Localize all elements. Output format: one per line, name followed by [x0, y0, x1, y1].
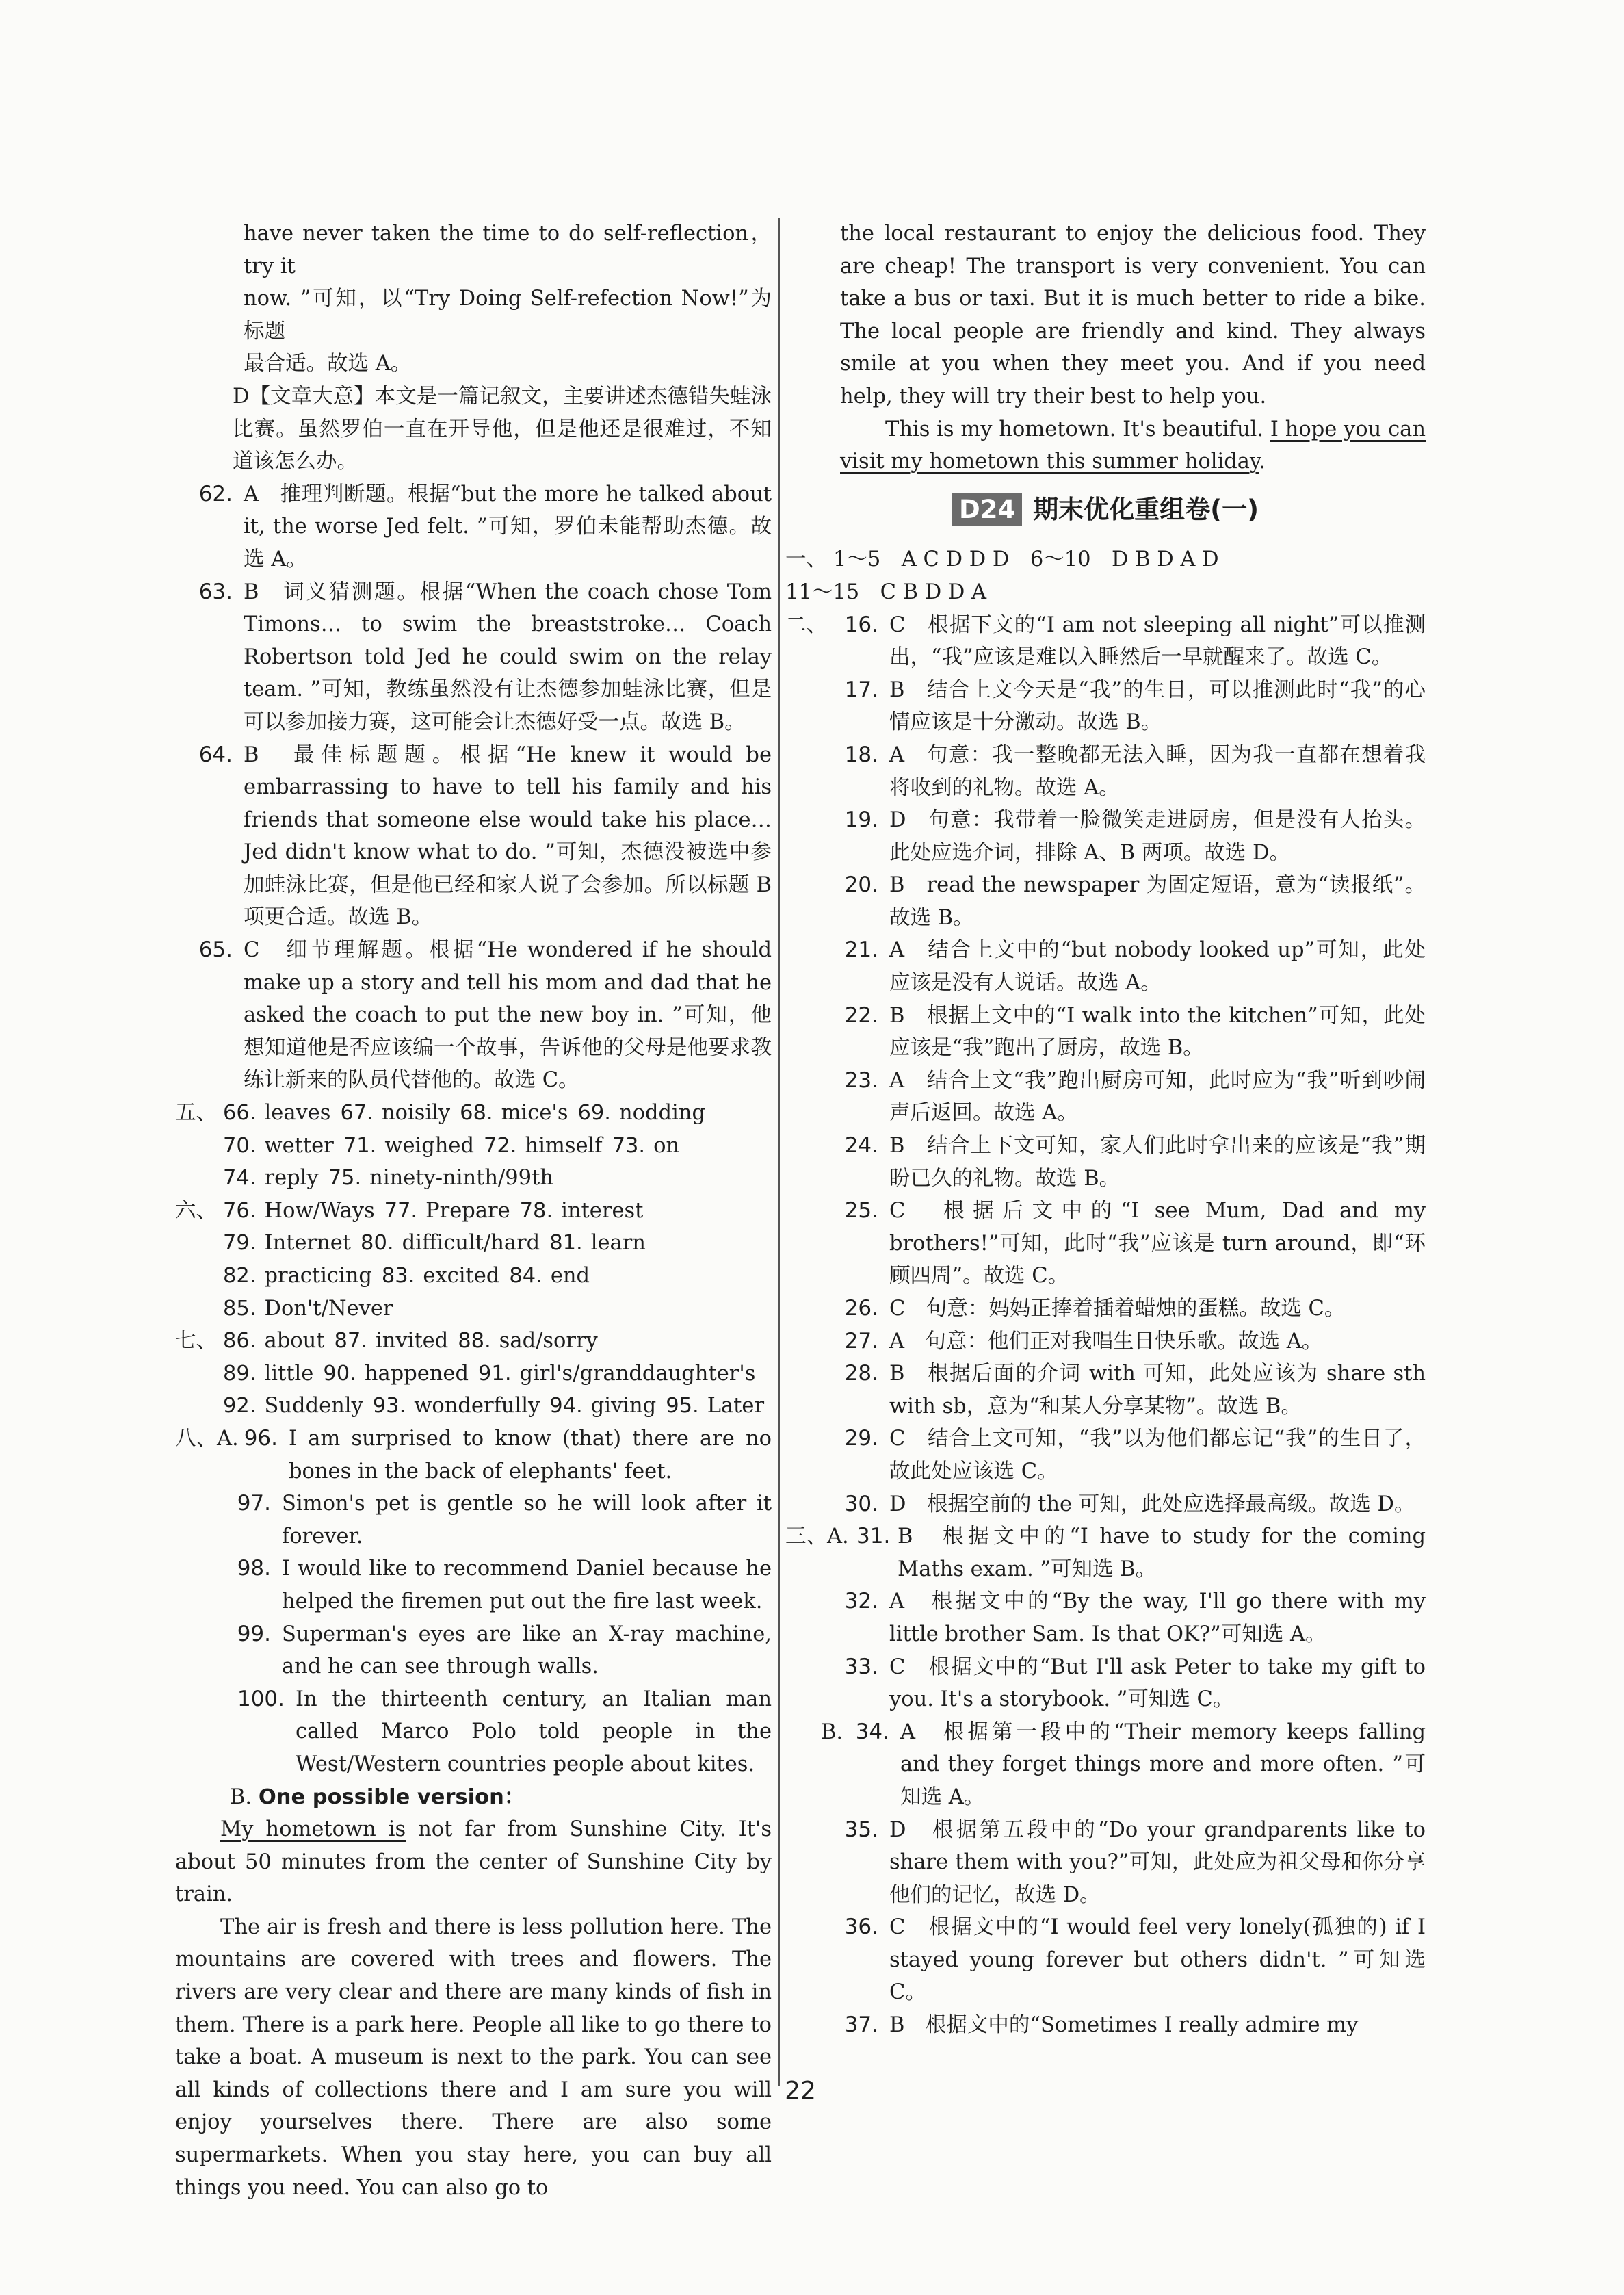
answer-28 [821, 1358, 1426, 1423]
answer-text: A 根据第一段中的“Their memory keeps falling and they forget things more and more often. ”可知选 A。 [900, 1720, 1426, 1809]
answer-98 [213, 1553, 772, 1618]
question-number: 89. [223, 1361, 257, 1386]
answer-text: I am surprised to know (that) there are no bones in the back of elephants' feet. [289, 1426, 772, 1483]
answer-text: In the thirteenth century, an Italian man called Marco Polo told people in the West/Western countries people about kites. [296, 1687, 772, 1776]
answer-line: 11～15 C B D D A [785, 580, 987, 604]
answer-word: about [264, 1329, 325, 1353]
answer-text: B 根据文中的“I have to study for the coming Maths exam. ”可知选 B。 [898, 1525, 1426, 1581]
section-5-answers [223, 1097, 772, 1195]
essay-paragraph [175, 1813, 772, 1911]
question-number: 29. [844, 1426, 878, 1451]
question-number: 73. [612, 1133, 646, 1158]
answer-word: on [653, 1133, 680, 1158]
question-number: 97. [237, 1491, 271, 1516]
question-number: 84. [509, 1264, 542, 1288]
question-number: 96. [244, 1425, 278, 1451]
answer-text: A 句意：他们正对我唱生日快乐歌。故选 A。 [889, 1329, 1323, 1353]
essay-paragraph [785, 413, 1426, 478]
answer-25 [821, 1195, 1426, 1293]
answer-word: ninety-ninth/99th [369, 1166, 553, 1191]
question-number: 23. [844, 1067, 878, 1093]
answer-word: invited [376, 1329, 449, 1353]
answer-text: D 根据空前的 the 可知，此处应选择最高级。故选 D。 [889, 1492, 1415, 1516]
answer-text: A 结合上文“我”跑出厨房可知，此时应为“我”听到吵闹声后返回。故选 A。 [889, 1068, 1426, 1126]
essay-text: not far from Sunshine City. It's about 50 minutes from the center of Sunshine City by train. [175, 1817, 772, 1907]
answer-99 [213, 1618, 772, 1683]
answer-text: Simon's pet is gentle so he will look after it forever. [282, 1492, 772, 1548]
answer-65 [175, 934, 772, 1097]
answer-word: How/Ways [264, 1198, 375, 1223]
question-number: 85. [223, 1296, 257, 1321]
answer-text: B 结合上文今天是“我”的生日，可以推测此时“我”的心情应该是十分激动。故选 B。 [889, 677, 1426, 735]
section-heading [785, 493, 1426, 526]
passage-d-summary: D【文章大意】本文是一篇记叙文，主要讲述杰德错失蛙泳比赛。虽然罗伯一直在开导他，但是他还是很难过，不知道该怎么办。 [233, 384, 772, 474]
answer-word: excited [423, 1264, 500, 1288]
question-number: 65. [198, 937, 233, 963]
answer-word: girl's/granddaughter's [519, 1361, 756, 1386]
section-label: 三、A. [785, 1525, 849, 1549]
left-top-continuation [175, 218, 772, 380]
question-number: 81. [549, 1231, 583, 1256]
answer-word: reply [264, 1166, 319, 1191]
answer-text: B 根据后面的介词 with 可知，此处应该为 share sth with sb，意为“和某人分享某物”。故选 B。 [889, 1362, 1426, 1418]
essay-underlined-phrase: I hope you can visit my hometown this summer holiday [840, 417, 1426, 474]
question-number: 32. [844, 1589, 878, 1614]
answer-row [223, 1293, 772, 1325]
question-number: 35. [844, 1817, 878, 1842]
answer-21 [821, 934, 1426, 999]
answer-24 [821, 1130, 1426, 1195]
answer-text: C 结合上文可知，“我”以为他们都忘记“我”的生日了，故此处应该选 C。 [889, 1427, 1426, 1483]
question-number: 70. [223, 1133, 257, 1158]
answer-33 [821, 1651, 1426, 1716]
question-number: 91. [478, 1361, 512, 1386]
section-1-answers [833, 543, 1426, 576]
question-number: 72. [484, 1133, 517, 1158]
question-number: 94. [549, 1394, 583, 1418]
answer-word: Suddenly [264, 1394, 363, 1418]
answer-text: B 最佳标题题。根据“He knew it would be embarrassing to have to tell his family and his friends that someone else would take his place… Jed didn't know what to do. ”可知，杰德没被选中参加蛙泳比赛，但是他已经和家人说了会参加。所以标题 B 项更合适。故选 B。 [244, 742, 772, 930]
section-8-b-heading [230, 1781, 772, 1814]
essay-paragraph: the local restaurant to enjoy the delicious food. They are cheap! The transport is very convenient. You can take a bus or taxi. But it is much better to ride a bike. The local people are friendly and kind. They always smile at you when they meet you. And if you need help, they will try their best to help you. [840, 222, 1426, 409]
question-number: 98. [237, 1556, 271, 1581]
section-1 [785, 543, 1426, 576]
question-number: 18. [844, 742, 878, 767]
answer-text: A 根据文中的“By the way, I'll go there with my little brother Sam. Is that OK?”可知选 A。 [889, 1590, 1426, 1646]
answer-text: C 句意：妈妈正捧着插着蜡烛的蛋糕。故选 C。 [889, 1297, 1346, 1321]
answer-23 [821, 1065, 1426, 1130]
answer-row [223, 1130, 772, 1163]
answer-word: end [550, 1264, 590, 1288]
question-number: 28. [844, 1361, 878, 1386]
question-number: 25. [844, 1198, 878, 1223]
question-number: 80. [361, 1231, 394, 1256]
answer-32 [821, 1585, 1426, 1650]
answer-word: practicing [264, 1264, 372, 1288]
answer-word: interest [561, 1198, 644, 1223]
question-number: 37. [844, 2012, 878, 2038]
section-5 [175, 1097, 772, 1195]
answer-row [223, 1097, 772, 1130]
answer-text: A 结合上文中的“but nobody looked up”可知，此处应该是没有人说话。故选 A。 [889, 938, 1426, 996]
answer-35 [821, 1814, 1426, 1912]
section-6-answers [223, 1195, 772, 1325]
answer-97 [213, 1488, 772, 1553]
question-number: 71. [343, 1133, 377, 1158]
question-number: 21. [844, 937, 878, 963]
answer-word: wonderfully [414, 1394, 540, 1418]
question-number: 78. [519, 1198, 553, 1223]
question-number: 82. [223, 1264, 257, 1288]
answer-word: weighed [384, 1133, 474, 1158]
answer-20 [821, 869, 1426, 934]
answer-text: B 词义猜测题。根据“When the coach chose Tom Timons… to swim the breaststroke… Coach Robertson told Jed he could swim on the relay team. ”可知，教练虽然没有让杰德参加蛙泳比赛，但是可以参加接力赛，这可能会让杰德好受一点。故选 B。 [244, 580, 772, 734]
right-column [785, 218, 1426, 2042]
left-column [175, 218, 772, 2204]
section-8-a [175, 1423, 772, 1488]
column-divider [778, 218, 780, 2086]
answer-word: difficult/hard [402, 1231, 540, 1256]
question-number: 17. [844, 677, 878, 702]
section-label: 一、 [785, 547, 827, 572]
answer-text: B 根据文中的“Sometimes I really admire my [889, 2013, 1359, 2038]
section-label: 八、A. [175, 1426, 239, 1451]
question-number: 22. [844, 1002, 878, 1028]
section-label: 二、 [785, 612, 827, 637]
answer-text: I would like to recommend Daniel because he helped the firemen put out the fire last week. [282, 1557, 772, 1613]
section-label: 七、 [175, 1329, 217, 1353]
answer-text: C 根据文中的“I would feel very lonely(孤独的) if I stayed young forever but others didn't. ”可知选 C。 [889, 1915, 1426, 2005]
answer-100 [213, 1683, 772, 1781]
question-number: 33. [844, 1654, 878, 1679]
question-number: 26. [844, 1296, 878, 1321]
answer-word: learn [590, 1231, 646, 1256]
answer-row [223, 1358, 772, 1390]
answer-text: A 句意：我一整晚都无法入睡，因为我一直都在想着我将收到的礼物。故选 A。 [889, 742, 1426, 800]
section-7 [175, 1325, 772, 1423]
essay-text: . [1259, 450, 1266, 474]
answer-text: C 根据后文中的“I see Mum, Dad and my brothers!”可知，此时“我”应该是 turn around，即“环顾四周”。故选 C。 [889, 1199, 1426, 1288]
question-number: 68. [460, 1101, 493, 1126]
answer-word: himself [525, 1133, 603, 1158]
answer-word: sad/sorry [499, 1329, 598, 1353]
question-number: 75. [328, 1166, 362, 1191]
question-number: 83. [381, 1264, 415, 1288]
question-number: 36. [844, 1915, 878, 1940]
answer-text: A 推理判断题。根据“but the more he talked about it, the worse Jed felt. ”可知，罗伯未能帮助杰德。故选 A。 [244, 482, 772, 571]
question-number: 92. [223, 1394, 257, 1418]
answer-64 [175, 739, 772, 935]
answer-word: mice's [501, 1101, 568, 1126]
answer-word: happened [364, 1361, 469, 1386]
answer-29 [821, 1423, 1426, 1488]
essay-text: This is my hometown. It's beautiful. [885, 417, 1270, 441]
section-label: 五、 [175, 1101, 217, 1126]
answer-36 [821, 1911, 1426, 2009]
question-number: 62. [198, 481, 233, 506]
question-number: 20. [844, 872, 878, 898]
answer-37 [821, 2009, 1426, 2042]
page-number: 22 [785, 2077, 816, 2105]
answer-word: little [264, 1361, 314, 1386]
question-number: 88. [458, 1329, 491, 1353]
paper-title: 期末优化重组卷(一) [1033, 494, 1259, 524]
section-7-answers [223, 1325, 772, 1423]
answer-row [223, 1195, 772, 1228]
question-number: 95. [666, 1394, 699, 1418]
question-number: 30. [844, 1491, 878, 1516]
model-essay-title: One possible version： [258, 1785, 525, 1809]
section-6 [175, 1195, 772, 1325]
text-line: 最合适。故选 A。 [244, 352, 412, 376]
answer-27 [821, 1325, 1426, 1358]
paper-code-badge: D24 [952, 493, 1022, 526]
question-number: 27. [844, 1328, 878, 1353]
answer-18 [821, 739, 1426, 804]
question-number: 64. [198, 742, 233, 767]
answer-17 [821, 674, 1426, 739]
text-line: have never taken the time to do self-reflection，try it [244, 222, 772, 278]
essay-paragraph: The air is fresh and there is less pollution here. The mountains are covered with trees and flowers. The rivers are very clear and there are many kinds of fish in them. There is a park here. People all like to go there to take a boat. A museum is next to the park. You can see all kinds of collections there and I am sure you will enjoy yourselves there. There are also some supermarkets. When you stay here, you can buy all things you need. You can also go to [175, 1915, 772, 2200]
answer-row [223, 1162, 772, 1195]
answer-text: D 根据第五段中的“Do your grandparents like to share them with you?”可知，此处应为祖父母和你分享他们的记忆，故选 D。 [889, 1817, 1426, 1907]
answer-62 [175, 478, 772, 576]
question-number: 77. [384, 1198, 418, 1223]
question-number: 99. [237, 1621, 271, 1646]
section-3-b [821, 1716, 1426, 1814]
answer-word: Prepare [425, 1198, 510, 1223]
question-number: 69. [577, 1101, 611, 1126]
question-number: 24. [844, 1133, 878, 1158]
answer-word: Don't/Never [264, 1296, 393, 1321]
section-label: B. [821, 1720, 843, 1744]
answer-word: Later [707, 1394, 765, 1418]
answer-line: 1～5 A C D D D 6～10 D B D A D [833, 547, 1219, 572]
question-number: 100. [237, 1686, 285, 1711]
question-number: 86. [223, 1329, 257, 1353]
section-label: 六、 [175, 1198, 217, 1223]
question-number: 74. [223, 1166, 257, 1191]
question-number: 67. [340, 1101, 374, 1126]
question-number: 79. [223, 1231, 257, 1256]
answer-text: B 根据上文中的“I walk into the kitchen”可知，此处应该是“我”跑出了厨房，故选 B。 [889, 1003, 1426, 1061]
question-number: 76. [223, 1198, 257, 1223]
answer-word: Internet [264, 1231, 352, 1256]
answer-word: leaves [264, 1101, 331, 1126]
text-line: now. ”可知，以“Try Doing Self-refection Now!”为标题 [244, 287, 772, 343]
answer-word: nodding [619, 1101, 705, 1126]
answer-30 [821, 1488, 1426, 1521]
answer-text: C 细节理解题。根据“He wondered if he should make up a story and tell his mom and dad that he asked the coach to put the new boy in. ”可知，他想知道他是否应该编一个故事，告诉他的父母是他要求教练让新来的队员代替他的。故选 C。 [244, 938, 772, 1093]
answer-text: C 根据文中的“But I'll ask Peter to take my gift to you. It's a storybook. ”可知选 C。 [889, 1655, 1426, 1712]
question-number: 87. [334, 1329, 368, 1353]
question-number: 66. [223, 1101, 257, 1126]
answer-text: B 结合上下文可知，家人们此时拿出来的应该是“我”期盼已久的礼物。故选 B。 [889, 1134, 1426, 1191]
answer-22 [821, 1000, 1426, 1065]
section-3-a [785, 1520, 1426, 1585]
question-number: 90. [323, 1361, 356, 1386]
answer-text: D 句意：我带着一脸微笑走进厨房，但是没有人抬头。此处应选介词，排除 A、B 两项。故选 D。 [889, 808, 1426, 865]
answer-word: wetter [264, 1133, 334, 1158]
question-number: 63. [198, 579, 233, 604]
answer-row [223, 1390, 772, 1423]
answer-word: noisily [381, 1101, 451, 1126]
answer-63 [175, 576, 772, 739]
question-number: 16. [844, 612, 878, 637]
answer-word: giving [590, 1394, 657, 1418]
answer-text: B read the newspaper 为固定短语，意为“读报纸”。故选 B。 [889, 873, 1426, 930]
answer-text: Superman's eyes are like an X-ray machine, and he can see through walls. [282, 1622, 772, 1679]
answer-26 [821, 1293, 1426, 1325]
answer-19 [821, 804, 1426, 869]
question-number: 19. [844, 807, 878, 833]
question-number: 34. [855, 1719, 889, 1744]
answer-row [223, 1227, 772, 1260]
answer-row [223, 1325, 772, 1358]
section-label: B. [230, 1785, 252, 1809]
answer-text: C 根据下文的“I am not sleeping all night”可以推测出，“我”应该是难以入睡然后一早就醒来了。故选 C。 [889, 612, 1426, 670]
section-2 [785, 609, 1426, 674]
question-number: 93. [372, 1394, 406, 1418]
answer-row [223, 1260, 772, 1293]
question-number: 31. [856, 1524, 891, 1549]
essay-underlined-phrase: My hometown is [220, 1817, 406, 1842]
